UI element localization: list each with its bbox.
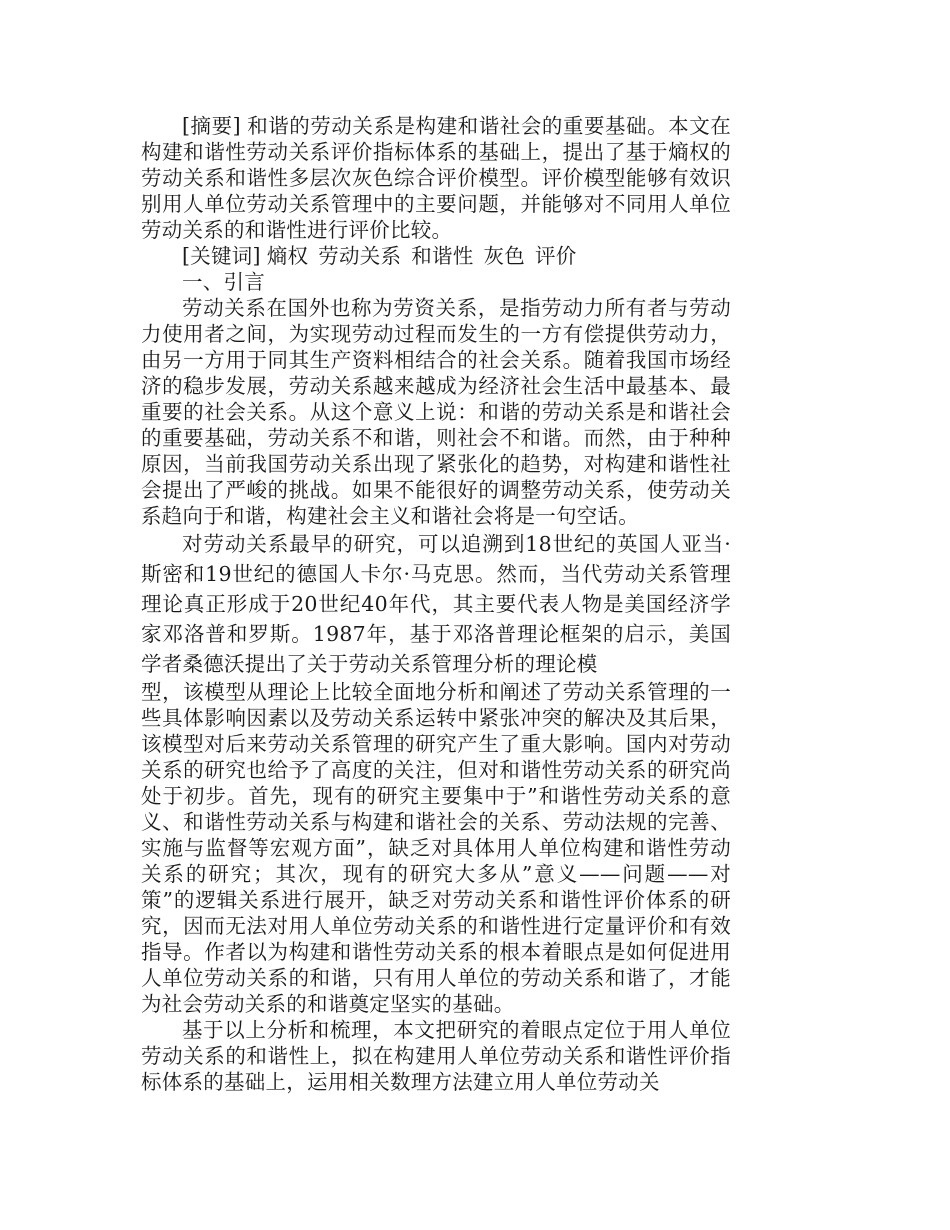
keyword-item: 和谐性 bbox=[411, 244, 474, 268]
keywords-paragraph bbox=[141, 243, 731, 269]
body-paragraph: 对劳动关系最早的研究，可以追溯到18世纪的英国人亚当·斯密和19世纪的德国人卡尔·马克思。然而，当代劳动关系管理理论真正形成于20世纪40年代，其主要代表人物是美国经济学家邓洛普和罗斯。1987年，基于邓洛普理论框架的启示，美国学者桑德沃提出了关于劳动关系管理分析的理论模 bbox=[141, 532, 731, 676]
abstract-label: [摘要] bbox=[182, 114, 241, 138]
keywords-label: [关键词] bbox=[182, 244, 261, 268]
keyword-item: 熵权 bbox=[266, 244, 309, 268]
keyword-item: 灰色 bbox=[483, 244, 525, 268]
body-paragraph-continued: 型，该模型从理论上比较全面地分析和阐述了劳动关系管理的一些具体影响因素以及劳动关系运转中紧张冲突的解决及其后果，该模型对后来劳动关系管理的研究产生了重大影响。国内对劳动关系的研究也给予了高度的关注，但对和谐性劳动关系的研究尚处于初步。首先，现有的研究主要集中于”和谐性劳动关系的意义、和谐性劳动关系与构建和谐社会的关系、劳动法规的完善、实施与监督等宏观方面”，缺乏对具体用人单位构建和谐性劳动关系的研究；其次，现有的研究大多从”意义——问题——对策”的逻辑关系进行展开，缺乏对劳动关系和谐性评价体系的研究，因而无法对用人单位劳动关系的和谐性进行定量评价和有效指导。作者以为构建和谐性劳动关系的根本着眼点是如何促进用人单位劳动关系的和谐，只有用人单位的劳动关系和谐了，才能为社会劳动关系的和谐奠定坚实的基础。 bbox=[141, 680, 731, 1016]
keyword-item: 评价 bbox=[535, 244, 577, 268]
abstract-paragraph bbox=[141, 113, 731, 243]
keyword-item: 劳动关系 bbox=[318, 244, 402, 268]
abstract-text: 和谐的劳动关系是构建和谐社会的重要基础。本文在构建和谐性劳动关系评价指标体系的基础上，提出了基于熵权的劳动关系和谐性多层次灰色综合评价模型。评价模型能够有效识别用人单位劳动关系管理中的主要问题，并能够对不同用人单位劳动关系的和谐性进行评价比较。 bbox=[141, 114, 731, 242]
document-body bbox=[141, 113, 731, 1095]
section-heading: 一、引言 bbox=[182, 270, 265, 294]
body-paragraph: 劳动关系在国外也称为劳资关系，是指劳动力所有者与劳动力使用者之间，为实现劳动过程而发生的一方有偿提供劳动力，由另一方用于同其生产资料相结合的社会关系。随着我国市场经济的稳步发展，劳动关系越来越成为经济社会生活中最基本、最重要的社会关系。从这个意义上说：和谐的劳动关系是和谐社会的重要基础，劳动关系不和谐，则社会不和谐。而然，由于种种原因，当前我国劳动关系出现了紧张化的趋势，对构建和谐性社会提出了严峻的挑战。如果不能很好的调整劳动关系，使劳动关系趋向于和谐，构建社会主义和谐社会将是一句空话。 bbox=[141, 296, 731, 528]
body-paragraph: 基于以上分析和梳理，本文把研究的着眼点定位于用人单位劳动关系的和谐性上，拟在构建用人单位劳动关系和谐性评价指标体系的基础上，运用相关数理方法建立用人单位劳动关 bbox=[141, 1018, 731, 1094]
